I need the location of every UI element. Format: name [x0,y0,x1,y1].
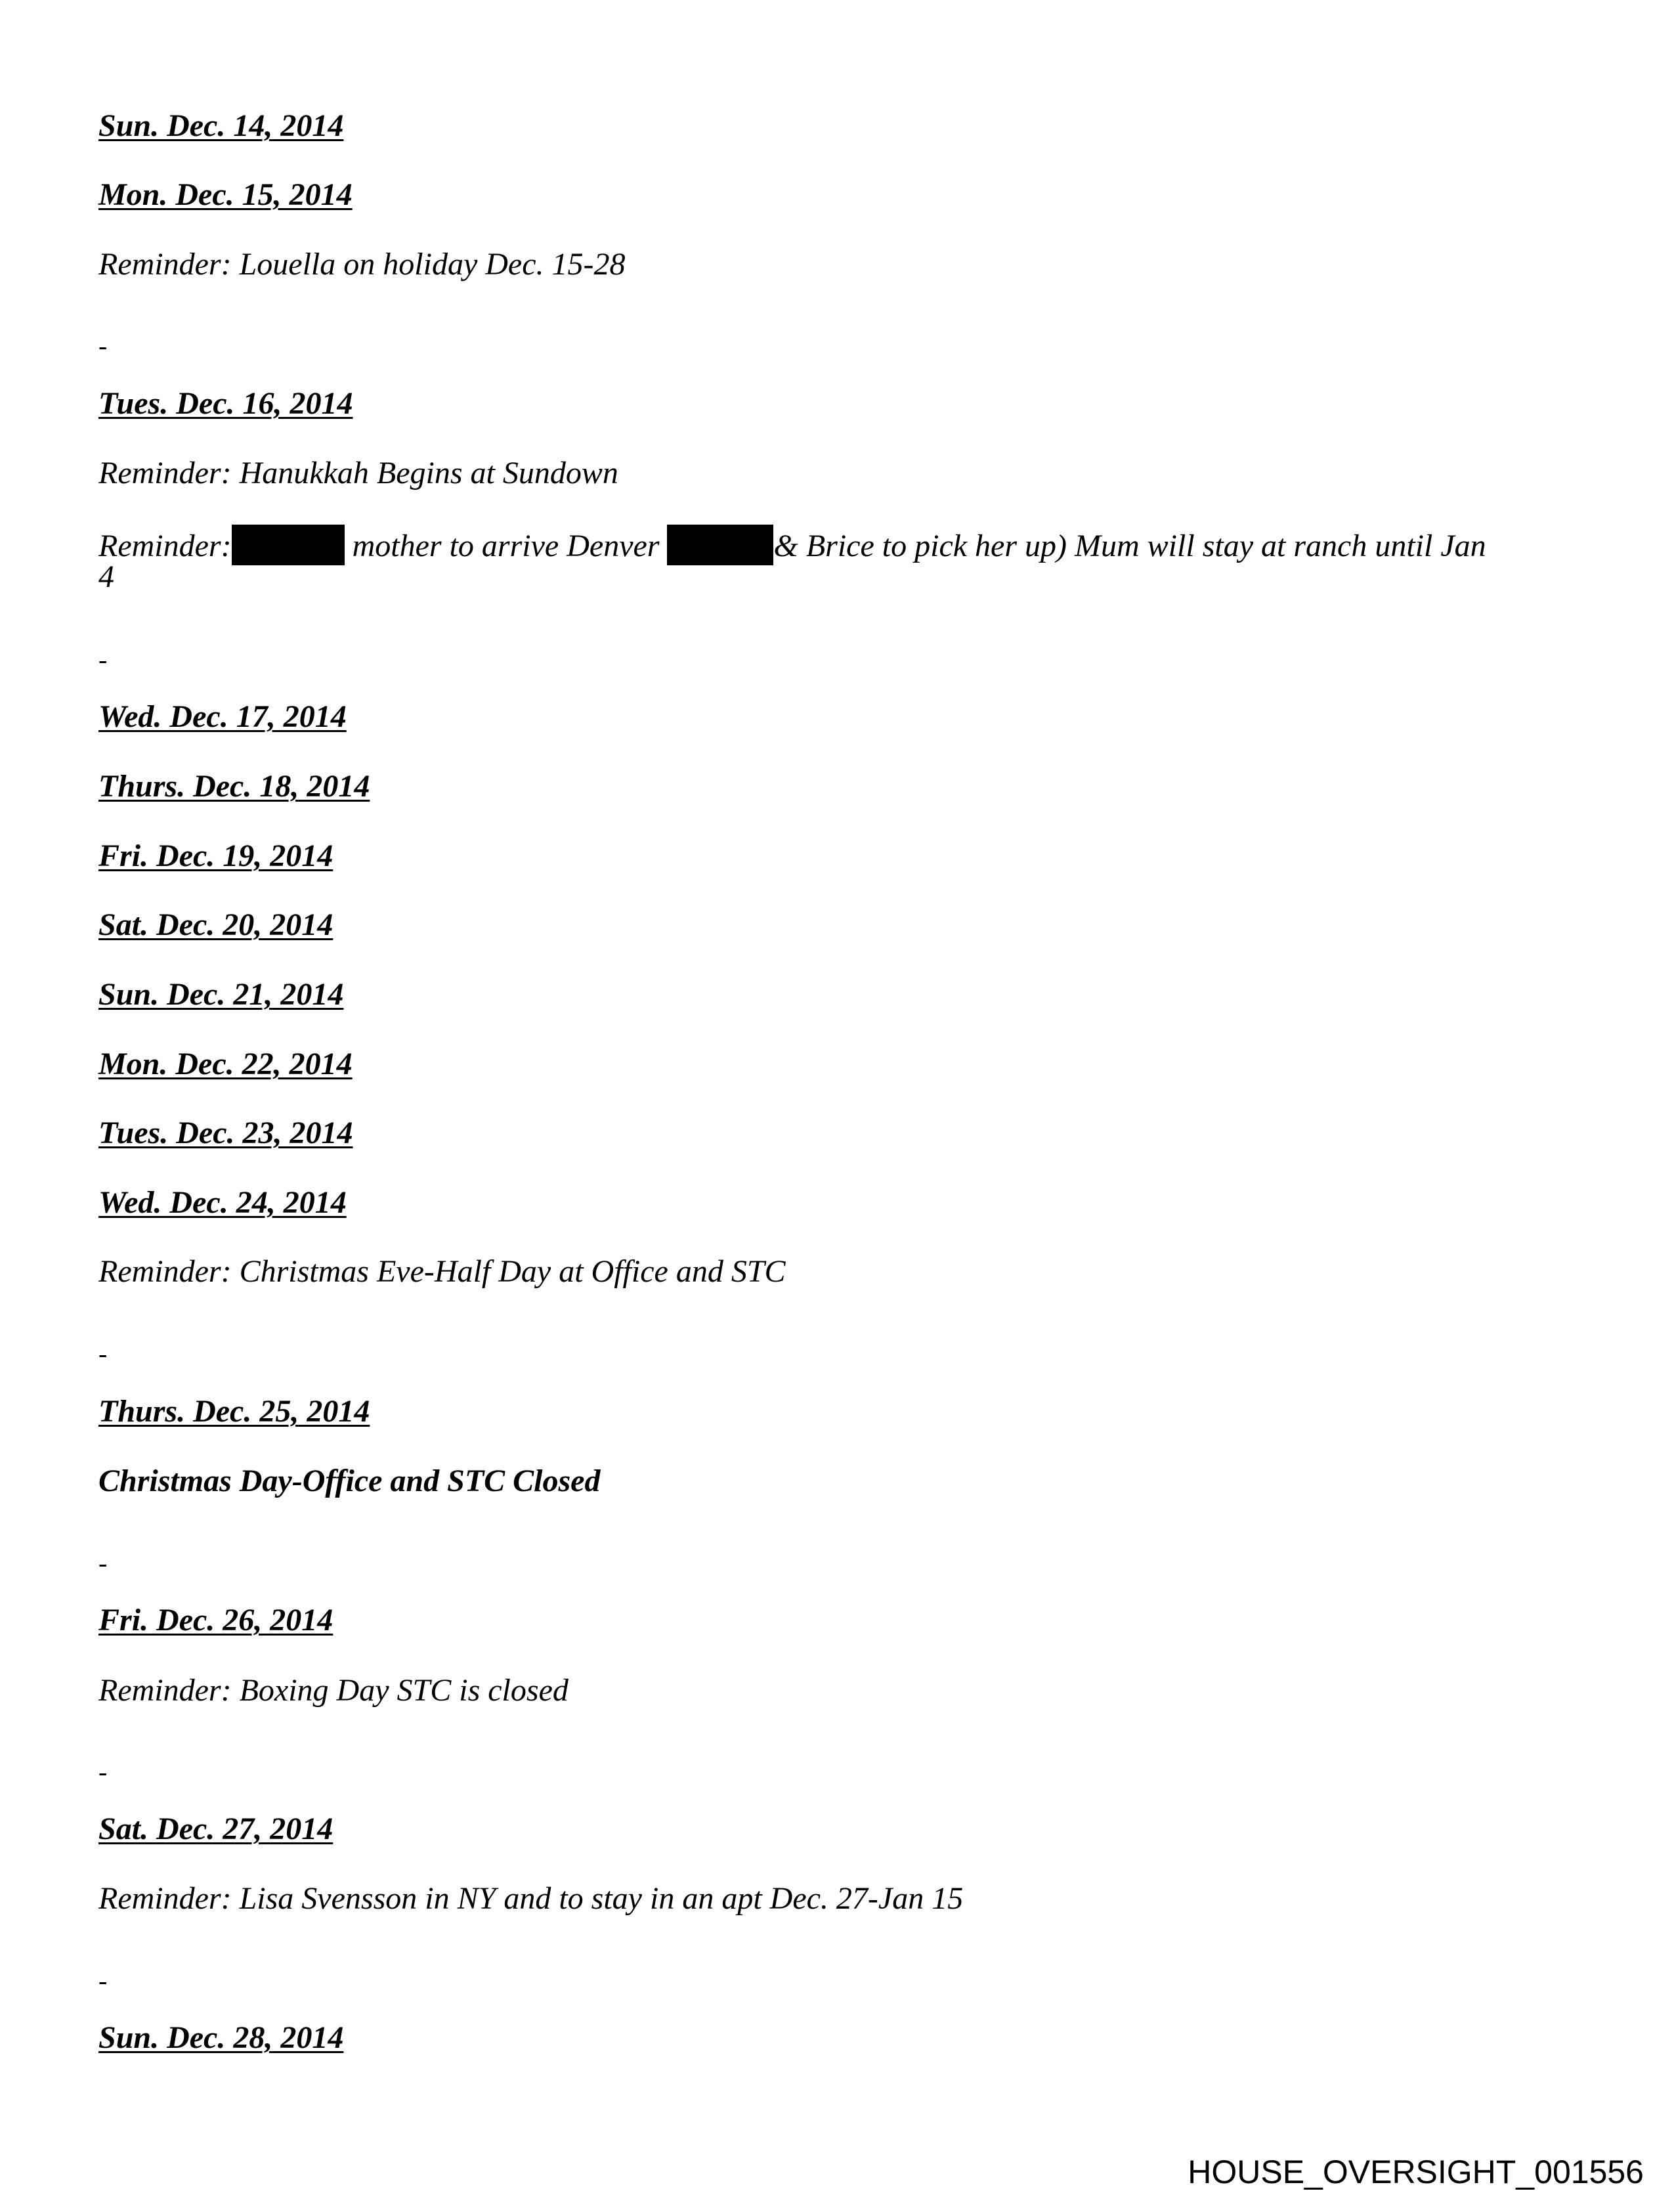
reminder-note: Reminder: Boxing Day STC is closed [98,1673,569,1708]
redacted-reminder-note [98,525,1486,565]
date-heading: Mon. Dec. 22, 2014 [98,1047,353,1081]
date-heading: Thurs. Dec. 25, 2014 [98,1394,370,1429]
reminder-note: Reminder: Christmas Eve-Half Day at Office and STC [98,1254,786,1289]
date-heading: Sat. Dec. 20, 2014 [98,907,333,942]
bates-number: HOUSE_OVERSIGHT_001556 [1188,2154,1644,2190]
holiday-note: Christmas Day-Office and STC Closed [98,1464,601,1498]
reminder-note: Reminder: Louella on holiday Dec. 15-28 [98,247,626,282]
date-heading: Thurs. Dec. 18, 2014 [98,769,370,804]
date-heading: Wed. Dec. 24, 2014 [98,1185,347,1220]
redaction-box [667,525,773,565]
date-heading: Tues. Dec. 16, 2014 [98,386,353,421]
date-heading: Tues. Dec. 23, 2014 [98,1116,353,1150]
note-text-part: mother to arrive Denver [344,529,668,563]
redaction-box [232,525,345,565]
date-heading: Sun. Dec. 28, 2014 [98,2020,344,2055]
separator-dash: - [98,1339,108,1368]
separator-dash: - [98,331,108,360]
date-heading: Fri. Dec. 19, 2014 [98,838,333,873]
date-heading: Mon. Dec. 15, 2014 [98,177,353,212]
note-continuation: 4 [98,559,114,594]
date-heading: Fri. Dec. 26, 2014 [98,1603,333,1637]
date-heading: Sun. Dec. 14, 2014 [98,108,344,143]
separator-dash: - [98,645,108,674]
note-text-part: Reminder: [98,529,232,563]
reminder-note: Reminder: Hanukkah Begins at Sundown [98,456,618,490]
date-heading: Sun. Dec. 21, 2014 [98,977,344,1012]
separator-dash: - [98,1548,108,1578]
date-heading: Sat. Dec. 27, 2014 [98,1811,333,1846]
reminder-note: Reminder: Lisa Svensson in NY and to stay in an apt Dec. 27-Jan 15 [98,1881,964,1916]
note-text-part: & Brice to pick her up) Mum will stay at ranch until Jan [773,529,1486,563]
separator-dash: - [98,1757,108,1787]
separator-dash: - [98,1966,108,1995]
date-heading: Wed. Dec. 17, 2014 [98,699,347,734]
